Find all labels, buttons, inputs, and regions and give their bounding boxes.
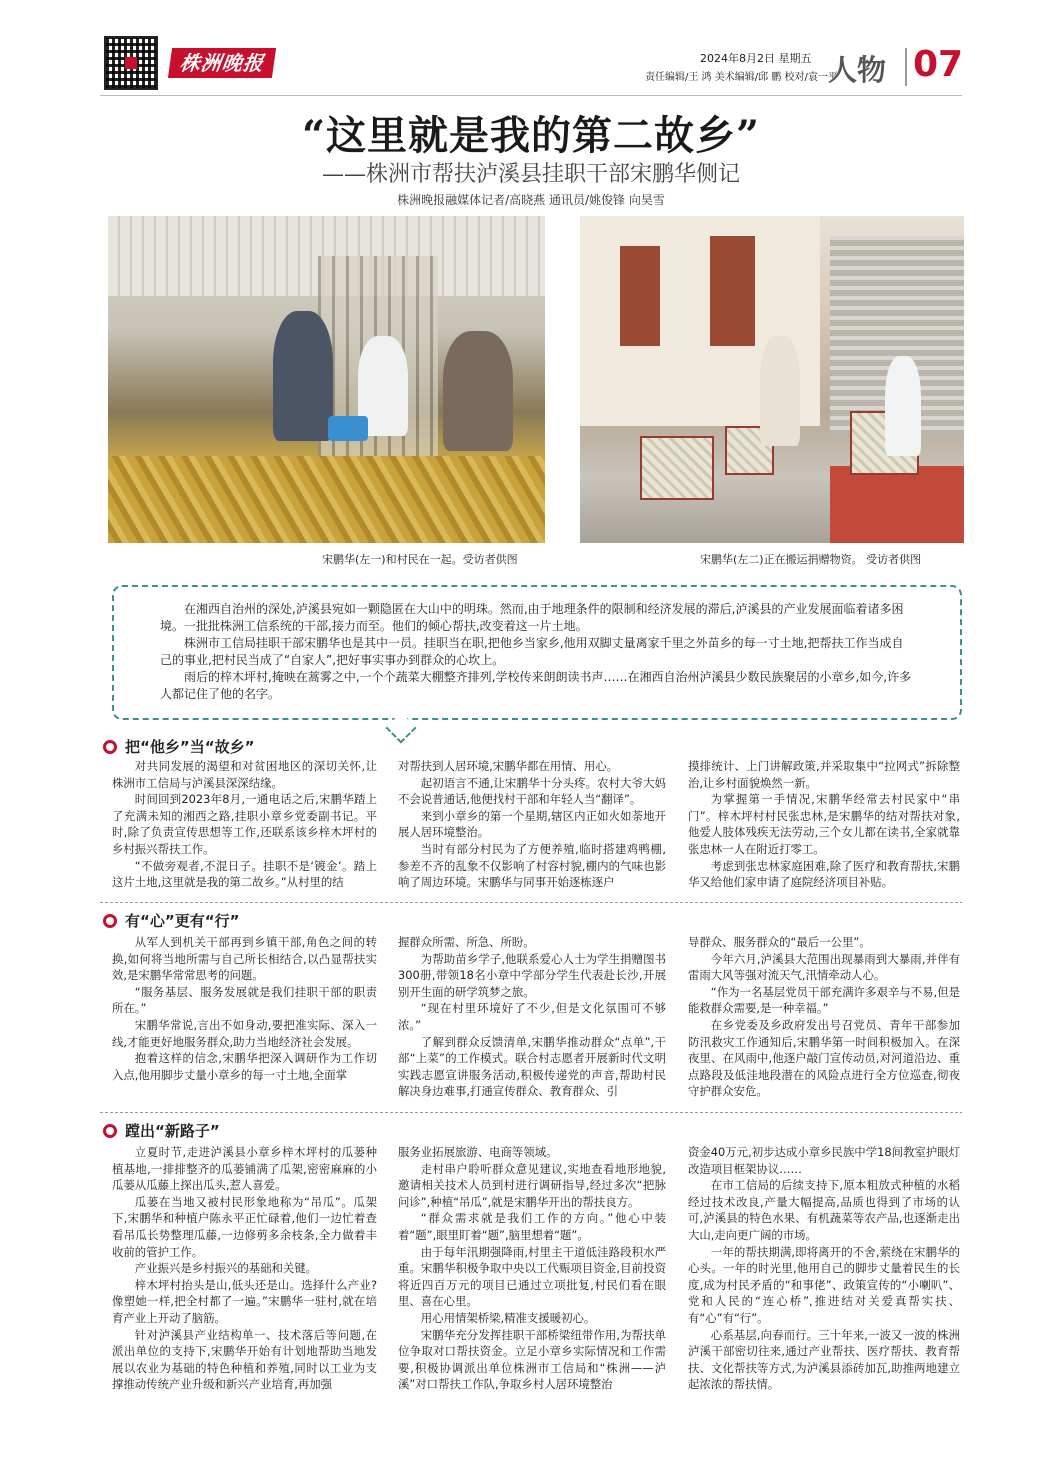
lead-paragraph-box (112, 585, 962, 720)
photo-carrying-supplies[interactable] (580, 216, 964, 543)
section2-col3 (688, 934, 960, 1100)
body-paragraph: 在乡党委及乡政府发出号召党员、青年干部参加防汛救灾工作通知后,宋鹏华第一时间积极加入。在深夜里、在风雨中,他逐户敲门宣传动员,对河道沿边、重点路段及低洼地段潜在的风险点进行全方位巡查,彻夜守护群众安危。 (688, 1017, 960, 1099)
section-heading-text: 蹚出“新路子” (125, 1122, 220, 1140)
article-subtitle: ——株洲市帮扶泸溪县挂职干部宋鹏华侧记 (321, 162, 740, 187)
header-divider (905, 48, 907, 86)
bullet-circle-icon (103, 914, 117, 928)
body-paragraph: “不做旁观者,不混日子。挂职不是‘镀金’。踏上这片土地,这里就是我的第二故乡。”从村里的结 (112, 858, 377, 890)
body-paragraph: 从军人到机关干部再到乡镇干部,角色之间的转换,如何将当地所需与自己所长相结合,以凸显帮扶实效,是宋鹏华常常思考的问题。 (112, 935, 377, 983)
section-separator (100, 1112, 962, 1113)
lead-paragraph: 株洲市工信局挂职干部宋鹏华也是其中一员。挂职当在职,把他乡当家乡,他用双脚丈量离家千里之外苗乡的每一寸土地,把帮扶工作当成自己的事业,把村民当成了“自家人”,把好事实事办到群众的心坎上。 (160, 636, 904, 667)
body-paragraph: 今年六月,泸溪县大范围出现暴雨到大暴雨,并伴有雷雨大风等强对流天气,汛情牵动人心。 (688, 951, 960, 983)
body-paragraph: 瓜蒌在当地又被村民形象地称为“吊瓜”。瓜架下,宋鹏华和种植户陈永平正忙碌着,他们一边忙着查看吊瓜长势整理瓜藤,一边修剪多余枝条,全力做着丰收前的管护工作。 (112, 1194, 377, 1259)
person-figure (885, 356, 921, 456)
body-paragraph: 导群众、服务群众的“最后一公里”。 (688, 935, 871, 949)
section-separator (100, 902, 962, 903)
section2-col1 (112, 934, 377, 1083)
body-paragraph: 宋鹏华充分发挥挂职干部桥梁纽带作用,为帮扶单位争取对口帮扶资金。立足小章乡实际情况和工作需要,积极协调派出单位株洲市工信局和“株洲——泸溪”对口帮扶工作队,争取乡村人居环境整治 (398, 1327, 666, 1392)
masthead-logo: 株洲晚报 (168, 48, 276, 78)
body-paragraph: 一年的帮扶期满,即将离开的不舍,萦绕在宋鹏华的心头。一年的时光里,他用自己的脚步丈量着民生的长度,成为村民矛盾的“和事佬”、政策宣传的“小喇叭”、党和人民的“连心桥”,推进结对关爱真帮实扶、有“心”有“行”。 (688, 1244, 960, 1325)
body-paragraph: 立夏时节,走进泸溪县小章乡梓木坪村的瓜蒌种植基地,一排排整齐的瓜蒌铺满了瓜架,密密麻麻的小瓜蒌从瓜藤上探出瓜头,惹人喜爱。 (112, 1145, 377, 1193)
body-paragraph: 为帮助苗乡学子,他联系爱心人士为学生捐赠图书300册,带领18名小章中学部分学生代表赴长沙,开展别开生面的研学筑梦之旅。 (398, 951, 666, 999)
article-title: “这里就是我的第二故乡” (301, 112, 760, 159)
body-paragraph: 走村串户聆听群众意见建议,实地查看地形地貌,邀请相关技术人员到村进行调研指导,经过多次“把脉问诊”,种植“吊瓜”,就是宋鹏华开出的帮扶良方。 (398, 1161, 666, 1209)
body-paragraph: 对共同发展的渴望和对贫困地区的深切关怀,让株洲市工信局与泸溪县深深结缘。 (112, 759, 377, 790)
body-paragraph: 心系基层,向春而行。三十年来,一波又一波的株洲泸溪干部密切往来,通过产业帮扶、医疗帮扶、教育帮扶、文化帮扶等方式,为泸溪县添砖加瓦,助推两地建立起浓浓的帮扶情。 (688, 1327, 960, 1392)
lead-paragraph: 在湘西自治州的深处,泸溪县宛如一颗隐匿在大山中的明珠。然而,由于地理条件的限制和经济发展的滞后,泸溪县的产业发展面临着诸多困境。一批批株洲工信系统的干部,接力而至。他们的倾心帮扶,改变着这一片土地。 (160, 602, 904, 633)
bullet-circle-icon (103, 740, 117, 754)
section-heading-text: 有“心”更有“行” (125, 912, 240, 930)
section1-col3 (688, 758, 960, 891)
qr-code-icon[interactable] (104, 36, 158, 90)
person-figure (760, 336, 800, 446)
body-paragraph: “现在村里环境好了不少,但是文化氛围可不够浓。” (398, 1001, 666, 1032)
body-paragraph: 服务业拓展旅游、电商等领域。 (398, 1145, 558, 1159)
section2-col2 (398, 934, 666, 1100)
photo1-caption: 宋鹏华(左一)和村民在一起。受访者供图 (322, 553, 518, 566)
body-paragraph: “群众需求就是我们工作的方向。”他心中装着“题”,眼里盯着“题”,脑里想着“题”。 (398, 1211, 666, 1242)
section-name: 人物 (828, 53, 887, 87)
body-paragraph: “作为一名基层党员干部充满许多艰辛与不易,但是能救群众需要,是一种幸福。” (688, 984, 960, 1016)
header-rule (100, 95, 962, 96)
page-number: 07 (913, 44, 964, 85)
body-paragraph: 宋鹏华常说,言出不如身动,要把准实际、深入一线,才能更好地服务群众,助力当地经济社会发展。 (112, 1017, 377, 1049)
supply-bale (640, 436, 714, 500)
section1-col1 (112, 758, 377, 891)
body-paragraph: 了解到群众反馈清单,宋鹏华推动群众“点单”,干部“上菜”的工作模式。联合村志愿者开展新时代文明实践志愿宣讲服务活动,积极传递党的声音,帮助村民解决身边难事,打通宣传群众、教育群众、引 (398, 1034, 666, 1099)
lead-paragraph: 雨后的梓木坪村,掩映在蒿雾之中,一个个蔬菜大棚整齐排列,学校传来朗朗读书声……在湘西自治州泸溪县少数民族聚居的小章乡,如今,许多人都记住了他的名字。 (160, 670, 912, 701)
person-figure (273, 311, 333, 441)
door (620, 246, 660, 346)
tobacco-leaves (108, 456, 545, 543)
body-paragraph: 资金40万元,初步达成小章乡民族中学18间教室护眼灯改造项目框架协议…… (688, 1145, 960, 1176)
body-paragraph: “服务基层、服务发展就是我们挂职干部的职责所在。” (112, 984, 377, 1016)
editor-credits: 责任编辑/王 鸿 美术编辑/邱 鹏 校对/袁一平 (645, 72, 838, 83)
body-paragraph: 考虑到张忠林家庭困难,除了医疗和教育帮扶,宋鹏华又给他们家申请了庭院经济项目补贴。 (688, 858, 960, 890)
body-paragraph: 针对泸溪县产业结构单一、技术落后等问题,在派出单位的支持下,宋鹏华开始有计划地帮助当地发展以农业为基础的特色种植和养殖,同时以工业为支撑推动传统产业升级和新兴产业培育,再加强 (112, 1327, 377, 1392)
section-heading-2 (103, 910, 239, 931)
body-paragraph: 梓木坪村抬头是山,低头还是山。选择什么产业?像塑她一样,把全村都了一遍。”宋鹏华一驻村,就在培育产业上开动了脑筋。 (112, 1277, 377, 1325)
person-figure (328, 416, 368, 441)
photo-villagers-tobacco[interactable] (108, 216, 545, 543)
issue-date: 2024年8月2日 星期五 (700, 52, 812, 65)
section-heading-1 (103, 736, 254, 757)
body-paragraph: 当时有部分村民为了方便养殖,临时搭建鸡鸭棚,参差不齐的乱象不仅影响了村容村貌,棚内的气味也影响了周边环境。宋鹏华与同事开始逐栋逐户 (398, 841, 666, 890)
body-paragraph: 对帮扶到人居环境,宋鹏华都在用情、用心。 (398, 759, 619, 773)
section3-col1 (112, 1144, 377, 1393)
body-paragraph: 产业振兴是乡村振兴的基础和关键。 (134, 1261, 318, 1276)
door (710, 236, 755, 346)
body-paragraph: 由于每年汛期强降雨,村里主干道低洼路段积水严重。宋鹏华积极争取中央以工代赈项目资金,目前投资将近四百万元的项目已通过立项批复,村民们看在眼里、喜在心里。 (398, 1244, 666, 1309)
photo2-caption: 宋鹏华(左二)正在搬运捐赠物资。 受访者供图 (700, 553, 922, 566)
body-paragraph: 抱着这样的信念,宋鹏华把深入调研作为工作切入点,他用脚步丈量小章乡的每一寸土地,全面掌 (112, 1051, 377, 1082)
section-heading-3 (103, 1120, 220, 1141)
section-heading-text: 把“他乡”当“故乡” (125, 738, 255, 756)
body-paragraph: 在市工信局的后续支持下,原本粗放式种植的水稻经过技术改良,产量大幅提高,品质也得到了市场的认可,泸溪县的特色水果、有机蔬菜等农产品,也逐渐走出大山,走向更广阔的市场。 (688, 1178, 960, 1242)
person-figure (443, 331, 513, 451)
running-track (830, 466, 964, 543)
body-paragraph: 握群众所需、所急、所盼。 (398, 935, 535, 949)
body-paragraph: 来到小章乡的第一个星期,辖区内正如火如荼地开展人居环境整治。 (398, 808, 666, 840)
article-byline: 株洲晚报融媒体记者/高晓燕 通讯员/姚俊锋 向昊雪 (397, 193, 665, 207)
body-paragraph: 时间回到2023年8月,一通电话之后,宋鹏华踏上了充满未知的湘西之路,挂职小章乡党委副书记。平时,除了负责宣传思想等工作,还联系该乡梓木坪村的乡村振兴帮扶工作。 (112, 792, 377, 856)
section3-col3 (688, 1144, 960, 1393)
section1-col2 (398, 758, 666, 891)
bullet-circle-icon (103, 1124, 117, 1138)
body-paragraph: 起初语言不通,让宋鹏华十分头疼。农村大爷大妈不会说普通话,他便找村干部和年轻人当“翻译”。 (398, 775, 666, 807)
body-paragraph: 用心用情架桥梁,精准支援暖初心。 (420, 1310, 596, 1325)
body-paragraph: 为掌握第一手情况,宋鹏华经常去村民家中“串门”。梓木坪村村民张忠林,是宋鹏华的结对帮扶对象,他爱人肢体残疾无法劳动,三个女儿都在读书,全家就靠张忠林一人在附近打零工。 (688, 792, 960, 856)
section3-col2 (398, 1144, 666, 1393)
body-paragraph: 摸排统计、上门讲解政策,并采取集中“拉网式”拆除整治,让乡村面貌焕然一新。 (688, 759, 960, 790)
